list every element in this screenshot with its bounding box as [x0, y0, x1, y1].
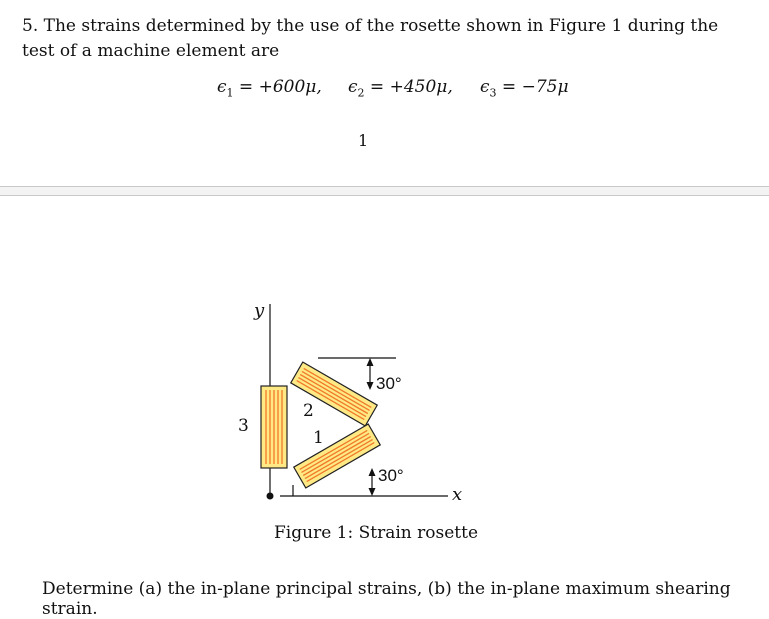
- strain-values: [0, 77, 769, 101]
- gauge-1-label: 1: [313, 428, 324, 448]
- page-number: 1: [358, 131, 369, 150]
- x-axis-label: x: [452, 484, 463, 505]
- angle-label-bottom: 30°: [378, 466, 404, 485]
- angle-label-top: 30°: [376, 374, 402, 393]
- strain-3: $\epsilon_3 = -75\mu$: [480, 77, 569, 100]
- figure-caption: Figure 1: Strain rosette: [274, 523, 478, 543]
- problem-number: 5.: [22, 16, 39, 36]
- strain-rosette-figure: [220, 290, 480, 520]
- problem-text: The strains determined by the use of the rosette shown in Figure 1 during the test of a machine element are: [22, 16, 719, 61]
- gauge-3: [261, 386, 287, 468]
- angle-arrow-top: [367, 358, 374, 390]
- strain-1: $\epsilon_1 = +600\mu$,: [217, 77, 322, 100]
- page-divider: [0, 186, 769, 196]
- angle-arrow-bottom: [369, 468, 376, 496]
- gauge-2-label: 2: [303, 401, 314, 421]
- question-text: Determine (a) the in-plane principal strains, (b) the in-plane maximum shearing strain.: [42, 579, 731, 619]
- problem-statement: [22, 14, 742, 64]
- strain-2: $\epsilon_2 = +450\mu$,: [348, 77, 453, 100]
- origin-dot: [267, 493, 274, 500]
- y-axis-label: y: [254, 300, 265, 321]
- gauge-3-label: 3: [238, 416, 249, 436]
- gauge-1: [294, 424, 380, 488]
